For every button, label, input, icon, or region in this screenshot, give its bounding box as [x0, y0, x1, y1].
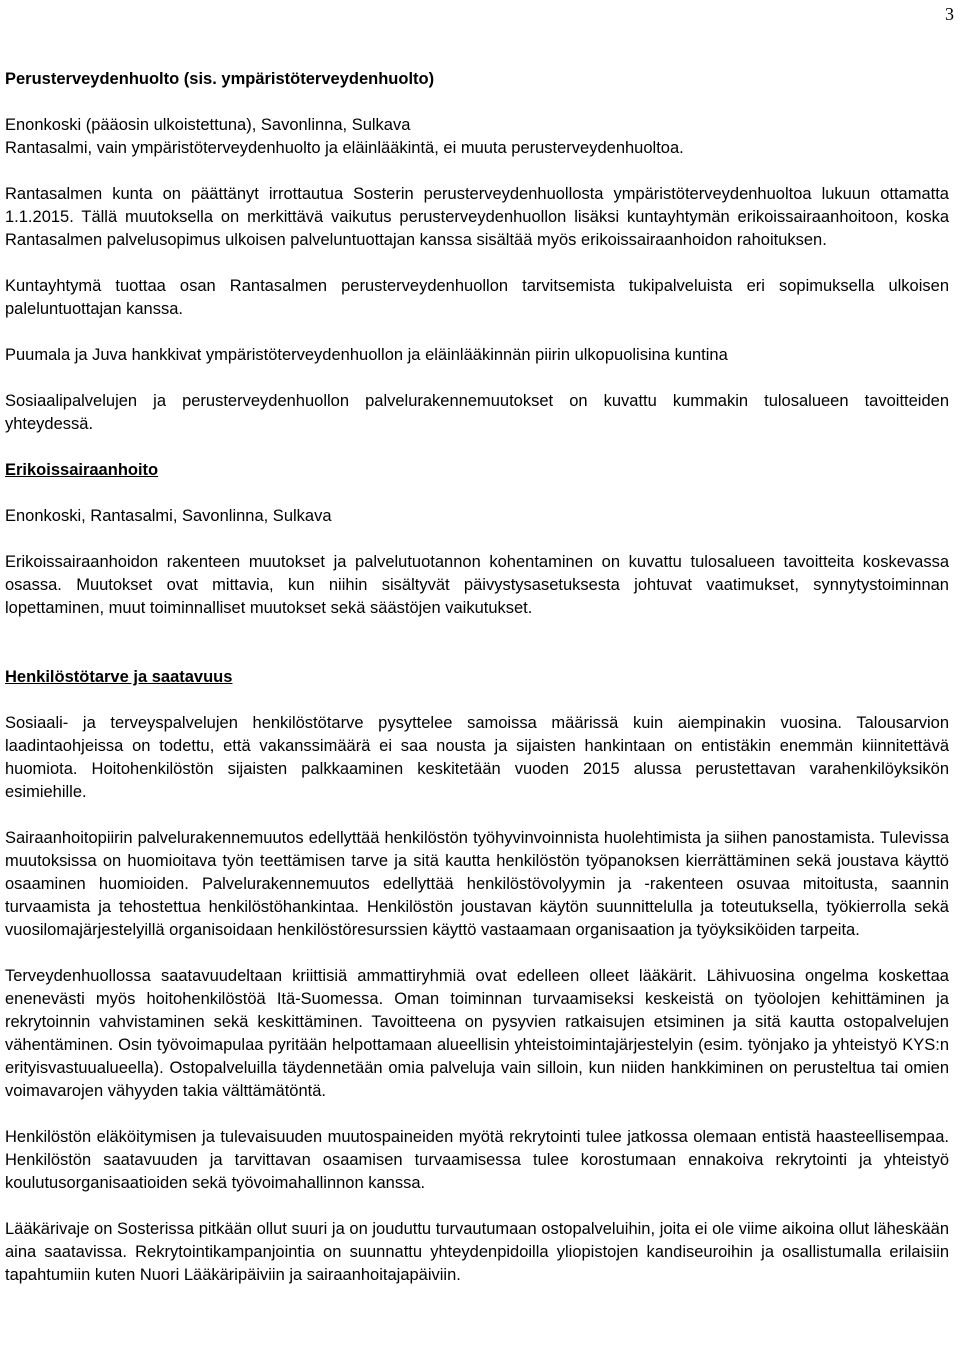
- paragraph-laakarivaje: Lääkärivaje on Sosterissa pitkään ollut suuri ja on jouduttu turvautumaan ostopalveluihin, joita ei ole viime aikoina ollut läheskään aina saatavissa. Rekrytointikampanjointia on suunnattu yhteydenpidoilla yliopistojen kandiseuroihin ja osallistumalla erilaisiin tapahtumiin kuten Nuori Lääkäripäiviin ja sairaanhoitajapäiviin.: [5, 1220, 949, 1284]
- service-area-paragraph: [5, 114, 949, 160]
- service-area-line: Rantasalmi, vain ympäristöterveydenhuolto ja eläinlääkintä, ei muuta perusterveydenhuoltoa.: [5, 139, 684, 157]
- paragraph-palvelurakenne: Sosiaalipalvelujen ja perusterveydenhuollon palvelurakennemuutokset on kuvattu kummakin tulosalueen tavoitteiden yhteydessä.: [5, 392, 949, 433]
- document-body: [5, 68, 949, 1310]
- paragraph-erikoissairaanhoito-area: Enonkoski, Rantasalmi, Savonlinna, Sulkava: [5, 507, 332, 525]
- paragraph-elakoityminen: Henkilöstön eläköitymisen ja tulevaisuuden muutospaineiden myötä rekrytointi tulee jatkossa olemaan entistä haasteellisempaa. Henkilöstön saatavuuden ja tarvittavan osaamisen turvaamisessa tulee korostumaan ennakoiva rekrytointi ja yhteistyö koulutusorganisaatioiden sekä työvoimahallinnon kanssa.: [5, 1128, 949, 1192]
- paragraph-saatavuus: Terveydenhuollossa saatavuudeltaan kriittisiä ammattiryhmiä ovat edelleen olleet lääkärit. Lähivuosina ongelma koskettaa enenevästi myös hoitohenkilöstöä Itä-Suomessa. Oman toiminnan turvaamiseksi keskeistä on työolojen kehittäminen ja rekrytoinnin vahvistaminen sekä keskittäminen. Tavoitteena on pysyvien ratkaisujen etsiminen ja sitä kautta ostopalvelujen vähentäminen. Osin työvoimapulaa pyritään helpottamaan alueellisin yhteistoimintajärjestelyin (esim. työnjako ja yhteistyö KYS:n erityisvastuualueella). Ostopalveluilla täydennetään omia palveluja vain silloin, kun niiden hankkiminen on perusteltua tai omien voimavarojen vähyyden takia välttämätöntä.: [5, 967, 949, 1100]
- paragraph-palvelurakennemuutos: Sairaanhoitopiirin palvelurakennemuutos edellyttää henkilöstön työhyvinvoinnista huolehtimista ja siihen panostamista. Tulevissa muutoksissa on huomioitava työn teettämisen tarve ja sitä kautta henkilöstön työpanoksen kierrättäminen sekä joustava käyttö osaaminen huomioiden. Palvelurakennemuutos edellyttää henkilöstövolyymin ja -rakenteen osuvaa mitoitusta, saannin turvaamista ja tehostettua henkilöstöhankintaa. Henkilöstön joustavan käytön suunnittelulla ja toteutuksella, työkierrolla sekä vuosilomajärjestelyillä organisoidaan henkilöstöresurssien käyttö vastaamaan organisaation ja työyksiköiden tarpeita.: [5, 829, 949, 939]
- paragraph-henkilostotarve: Sosiaali- ja terveyspalvelujen henkilöstötarve pysyttelee samoissa määrissä kuin aiempinakin vuosina. Talousarvion laadintaohjeissa on todettu, että vakanssimäärä ei saa nousta ja sijaisten hankintaan on entistäkin enemmän kiinnitettävä huomiota. Hoitohenkilöstön sijaisten palkkaaminen keskitetään vuoden 2015 alussa perustettavan varahenkilöyksikön esimiehille.: [5, 714, 949, 801]
- paragraph-erikoissairaanhoito-muutokset: Erikoissairaanhoidon rakenteen muutokset ja palvelutuotannon kohentaminen on kuvattu tulosalueen tavoitteita koskevassa osassa. Muutokset ovat mittavia, kun niihin sisältyvät päivystysasetuksesta johtuvat vaatimukset, synnytystoiminnan lopettaminen, muut toiminnalliset muutokset sekä säästöjen vaikutukset.: [5, 553, 949, 617]
- paragraph-puumala-juva: Puumala ja Juva hankkivat ympäristöterveydenhuollon ja eläinlääkinnän piirin ulkopuolisina kuntina: [5, 346, 728, 364]
- page-number: 3: [945, 4, 954, 24]
- section-heading-erikoissairaanhoito: Erikoissairaanhoito: [5, 461, 159, 479]
- section-heading-perusterveydenhuolto: Perusterveydenhuolto (sis. ympäristöterveydenhuolto): [5, 70, 435, 88]
- service-area-line: Enonkoski (pääosin ulkoistettuna), Savonlinna, Sulkava: [5, 116, 411, 134]
- paragraph-rantasalmi: Rantasalmen kunta on päättänyt irrottautua Sosterin perusterveydenhuollosta ympäristöterveydenhuoltoa lukuun ottamatta 1.1.2015. Tällä muutoksella on merkittävä vaikutus perusterveydenhuollon lisäksi kuntayhtymän erikoissairaanhoitoon, koska Rantasalmen palvelusopimus ulkoisen palveluntuottajan kanssa sisältää myös erikoissairaanhoidon rahoituksen.: [5, 185, 949, 249]
- section-heading-henkilostotarve: Henkilöstötarve ja saatavuus: [5, 668, 233, 686]
- paragraph-kuntayhtyma: Kuntayhtymä tuottaa osan Rantasalmen perusterveydenhuollon tarvitsemista tukipalveluista eri sopimuksella ulkoisen paleluntuottajan kanssa.: [5, 277, 949, 318]
